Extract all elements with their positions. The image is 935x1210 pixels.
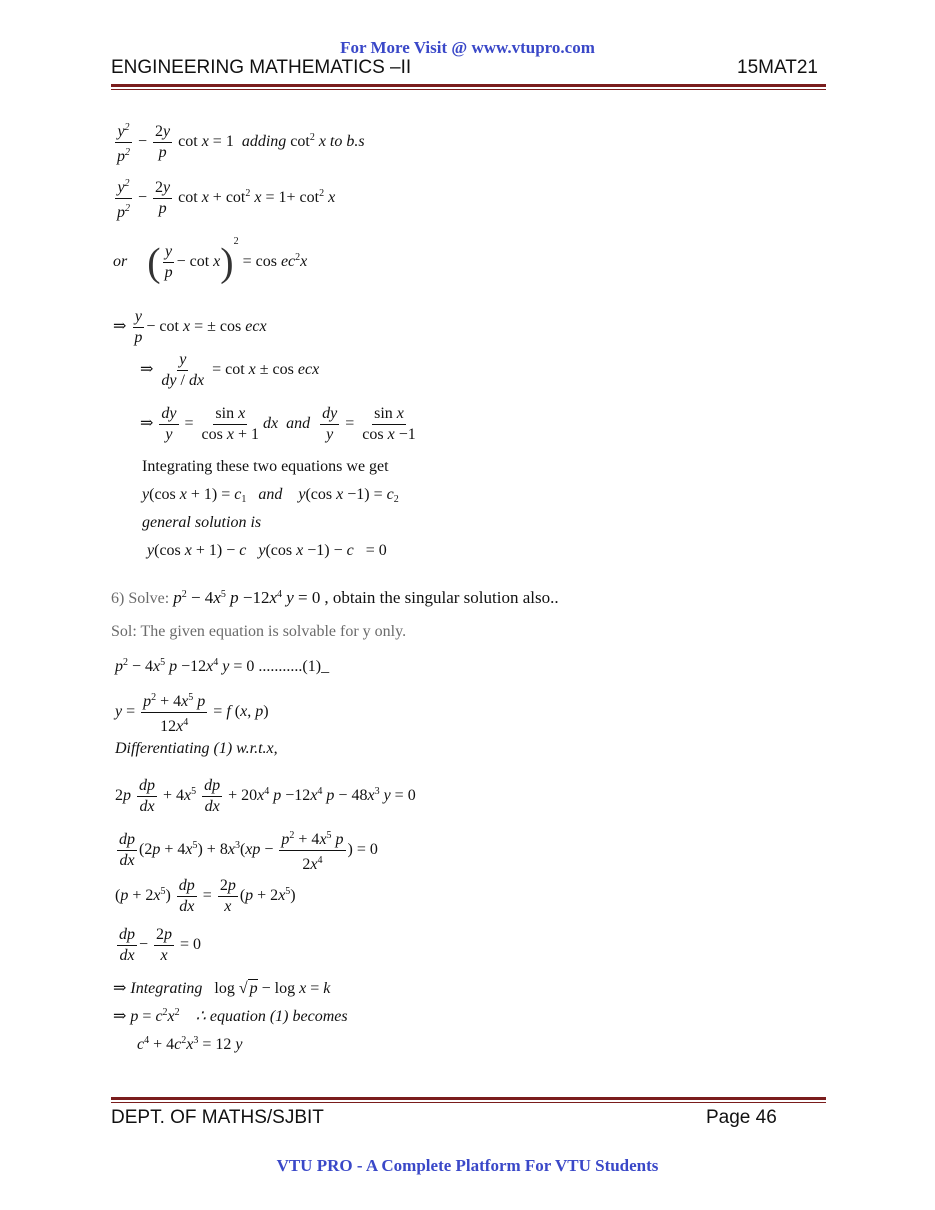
equation-line-1: $\frac{y^2}{p^2}$ − $\frac{2y}{p}$ cot x = 1 adding $\cot^2 x$ to b.s [113,118,365,167]
p-solution: ⇒ $p = c^2x^2$ ∴ equation (1) becomes [113,1007,348,1025]
course-code: 15MAT21 [737,57,818,78]
equation-line-4: ⇒ $\frac{y}{p}$ − cot x = ± cos ecx [113,308,267,346]
footer-rule-thin [111,1102,826,1103]
derivative-line-4: $\frac{dp}{dx}$ − $\frac{2p}{x}$ = 0 [119,926,202,964]
becomes-label: ∴ equation (1) becomes [195,1008,348,1025]
top-link[interactable]: For More Visit @ www.vtupro.com [340,38,595,57]
differentiating-label: Differentiating (1) w.r.t.x, [115,740,278,757]
equation-line-2: $\frac{y^2}{p^2}$ − $\frac{2y}{p}$ $\cot x + \cot^2 x = 1+ \cot^2 x$ [113,174,335,223]
equation-1-tag: ...........(1)_ [258,658,330,675]
integrating-label: Integrating [130,980,203,997]
question-number: 6) Solve: [111,590,170,607]
question-6: 6) Solve: $p^2 - 4x^5$ $p -12x^4$ y = 0 , obtain the singular solution also.. [111,588,559,607]
derivative-line-2: $\frac{dp}{dx}$ $(2p + 4x^5) + 8x^3(xp$ − $\frac{p^2 + 4x^5 p}{2x^4}$ ) = 0 [115,826,378,875]
integrating-step: ⇒ Integrating log √ p − log x = k [113,980,331,997]
footer-rule [111,1097,826,1100]
derivative-line-3: $(p + 2x^5)$ $\frac{dp}{dx}$ = $\frac{2p}{x}$ $(p + 2x^5)$ [115,877,296,915]
department-label: DEPT. OF MATHS/SJBIT [111,1107,324,1128]
final-equation: $c^4 + 4c^2x^3 = 12$ y [137,1035,243,1053]
equation-line-5: ⇒ $\frac{y}{dy / dx}$ = cot x ± cos ecx [140,351,320,389]
equation-line-6: ⇒ $\frac{dy}{y}$ = $\frac{\text{sin x}}{\text{cos x + 1}}$ dx and $\frac{dy}{y}$ = $\frac{\text{sin x}}{\text{cos x −1}}$ [140,405,416,443]
question-suffix: , obtain the singular solution also.. [324,588,559,607]
header-rule [111,84,826,87]
derivative-line-1: 2p $\frac{dp}{dx}$ + $4x^5$ $\frac{dp}{dx}$ + $20x^4$ $p -12x^4$ $p - 48x^3$ y = 0 [115,777,416,815]
equation-line-3: or ( $\frac{y}{p}$ − $\cot x)^2 = \cos ec^2x$ [113,236,308,285]
equation-constants: y(cos $x + 1) = c_1$ and y(cos $x -1) = c_2$ [142,486,399,505]
general-solution: y(cos x + 1) − c y(cos x −1) − c = 0 [147,542,387,559]
header-rule-thin [111,89,826,90]
equation-1: $p^2 - 4x^5$ $p -12x^4$ y = 0 ...........(1)_ [115,657,330,675]
solution-intro: Sol: The given equation is solvable for y only. [111,623,407,640]
general-solution-label: general solution is [142,514,262,531]
page-number: Page 46 [706,1107,777,1128]
bottom-link[interactable]: VTU PRO - A Complete Platform For VTU Students [276,1156,659,1175]
integrating-text: Integrating these two equations we get [142,458,389,475]
document-title: ENGINEERING MATHEMATICS –II [111,57,412,78]
y-expression: y = $\frac{p^2 + 4x^5 p}{12x^4}$ = f (x, p) [115,688,269,737]
